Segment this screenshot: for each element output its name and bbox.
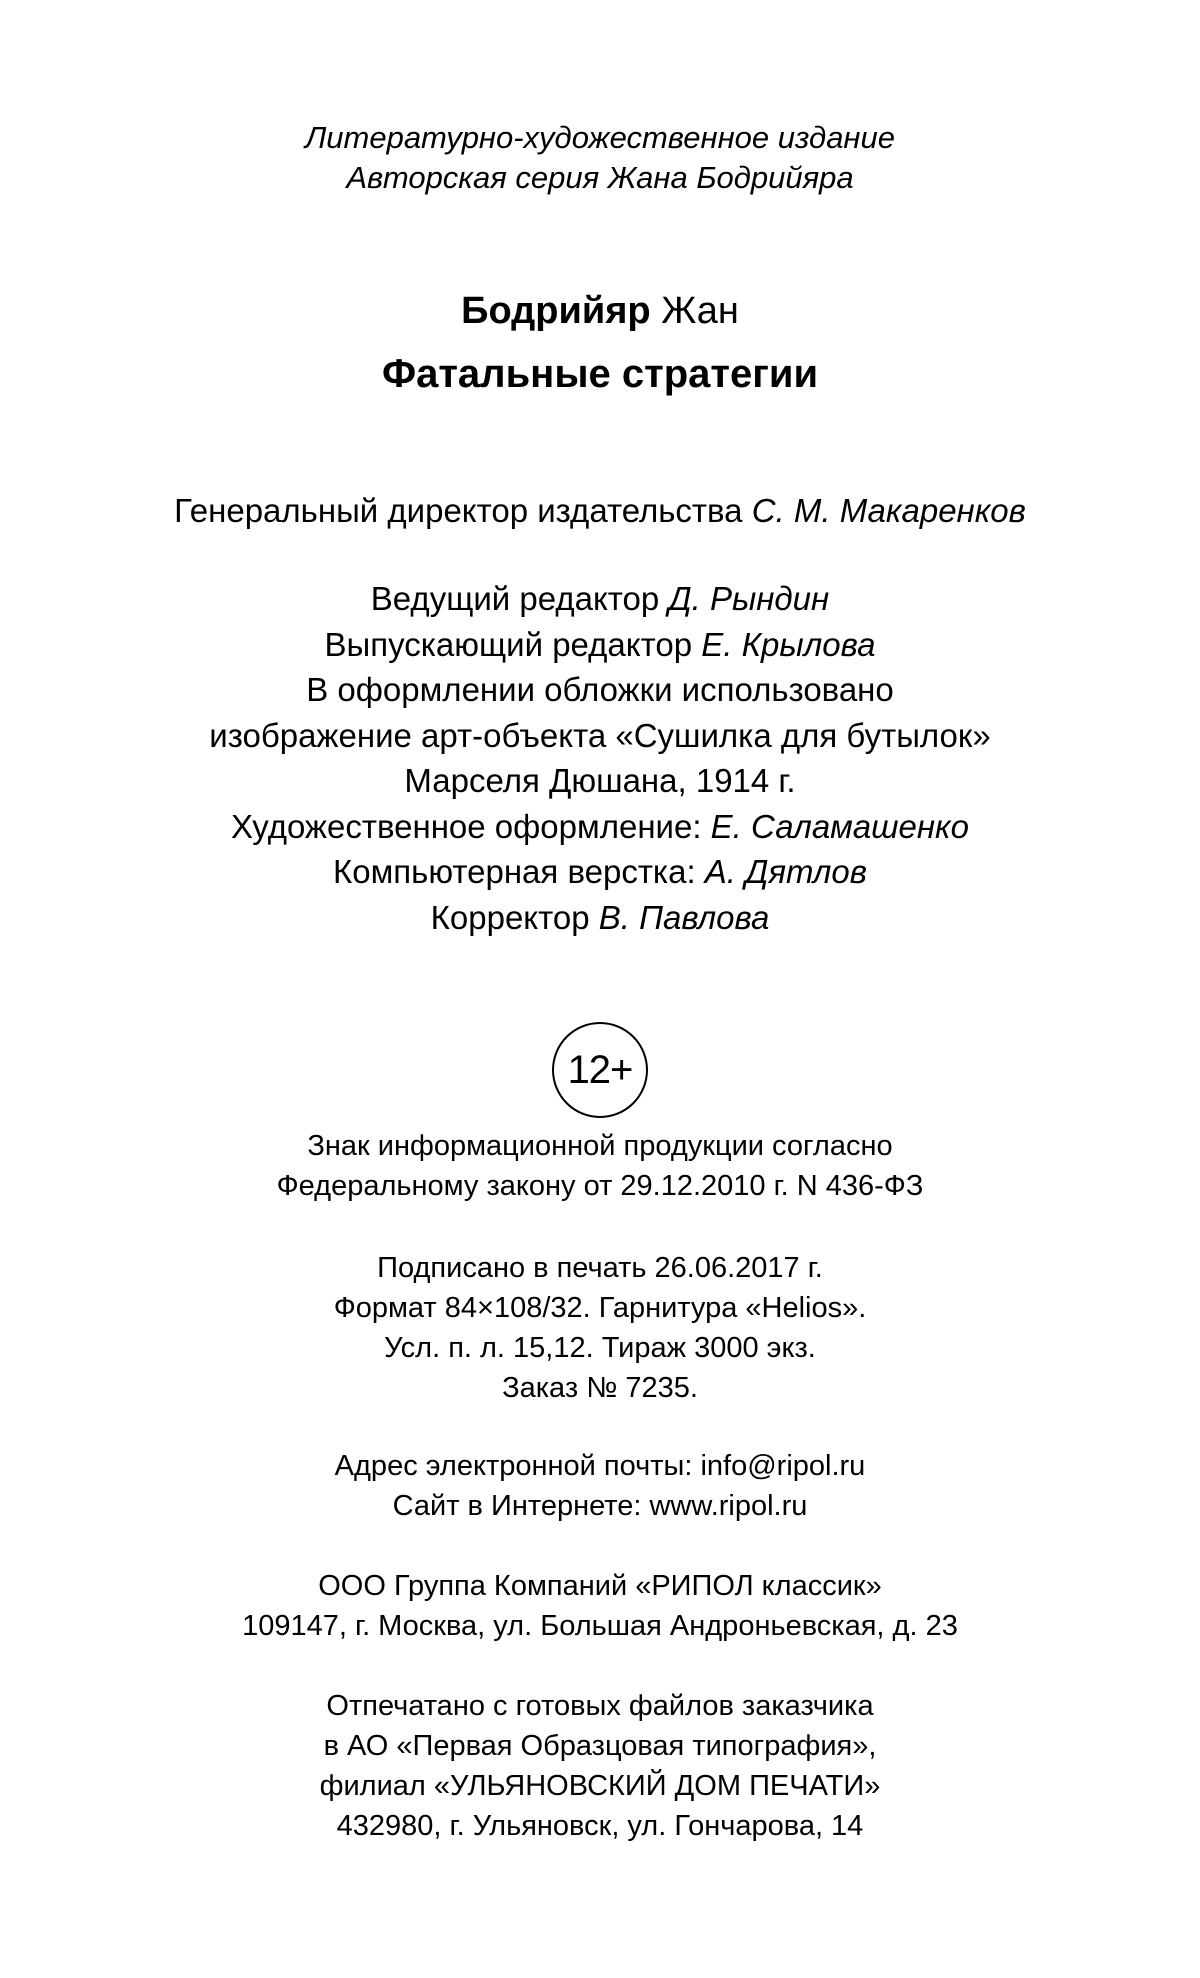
release-editor-label: Выпускающий редактор [324,625,693,663]
author-line [0,288,1200,334]
cover-note-line1: В оформлении обложки использовано [306,671,894,708]
author-surname: Бодрийяр [461,290,651,332]
layout-label: Компьютерная верстка: [333,853,696,890]
publisher-info [0,1566,1200,1646]
printer-line1: Отпечатано с готовых файлов заказчика [326,1690,874,1722]
law-line1: Знак информационной продукции согласно [307,1130,893,1162]
printer-info [0,1686,1200,1846]
series-header [0,118,1200,198]
cover-note-line2: изображение арт-объекта «Сушилка для бутылок» [209,716,991,754]
release-editor-name: Е. Крылова [701,625,876,663]
art-design-name: Е. Саламашенко [710,807,969,845]
print-details [0,1248,1200,1408]
sheets-circulation: Усл. п. л. 15,12. Тираж 3000 экз. [384,1332,816,1364]
series-name: Авторская серия Жана Бодрийяра [346,160,854,195]
lead-editor-label: Ведущий редактор [370,580,660,617]
contacts [0,1446,1200,1526]
publisher-address: 109147, г. Москва, ул. Большая Андроньевская, д. 23 [242,1610,958,1642]
website-line: Сайт в Интернете: www.ripol.ru [392,1490,808,1522]
age-rating-badge: 12+ [552,1022,648,1118]
cover-note-line3: Марселя Дюшана, 1914 г. [404,762,796,799]
edition-type: Литературно-художественное издание [305,120,895,155]
art-design [0,804,1200,850]
director-label: Генеральный директор издательства [174,492,743,529]
publisher-name: ООО Группа Компаний «РИПОЛ классик» [318,1570,882,1602]
proofreader-name: В. Павлова [598,898,770,936]
printer-line2: в АО «Первая Образцовая типография», [323,1730,877,1762]
printer-line3: филиал «УЛЬЯНОВСКИЙ ДОМ ПЕЧАТИ» [319,1770,881,1802]
format-typeface: Формат 84×108/32. Гарнитура «Helios». [333,1292,867,1324]
proofreader [0,895,1200,941]
printer-line4: 432980, г. Ульяновск, ул. Гончарова, 14 [336,1810,864,1842]
layout-name: А. Дятлов [704,853,867,890]
order-number: Заказ № 7235. [502,1372,698,1404]
signed-to-print: Подписано в печать 26.06.2017 г. [377,1252,823,1284]
law-line2: Федеральному закону от 29.12.2010 г. N 436-ФЗ [276,1170,924,1202]
email-line: Адрес электронной почты: info@ripol.ru [334,1450,866,1482]
proofreader-label: Корректор [430,898,590,936]
credits [0,576,1200,940]
art-design-label: Художественное оформление: [231,807,702,845]
general-director [0,490,1200,532]
info-product-notice [0,1126,1200,1206]
director-name: С. М. Макаренков [751,492,1026,529]
book-title: Фатальные стратегии [381,352,819,396]
release-editor [0,622,1200,668]
lead-editor [0,576,1200,622]
author-name: Жан [661,290,739,332]
lead-editor-name: Д. Рындин [668,580,830,617]
layout-credit [0,849,1200,895]
